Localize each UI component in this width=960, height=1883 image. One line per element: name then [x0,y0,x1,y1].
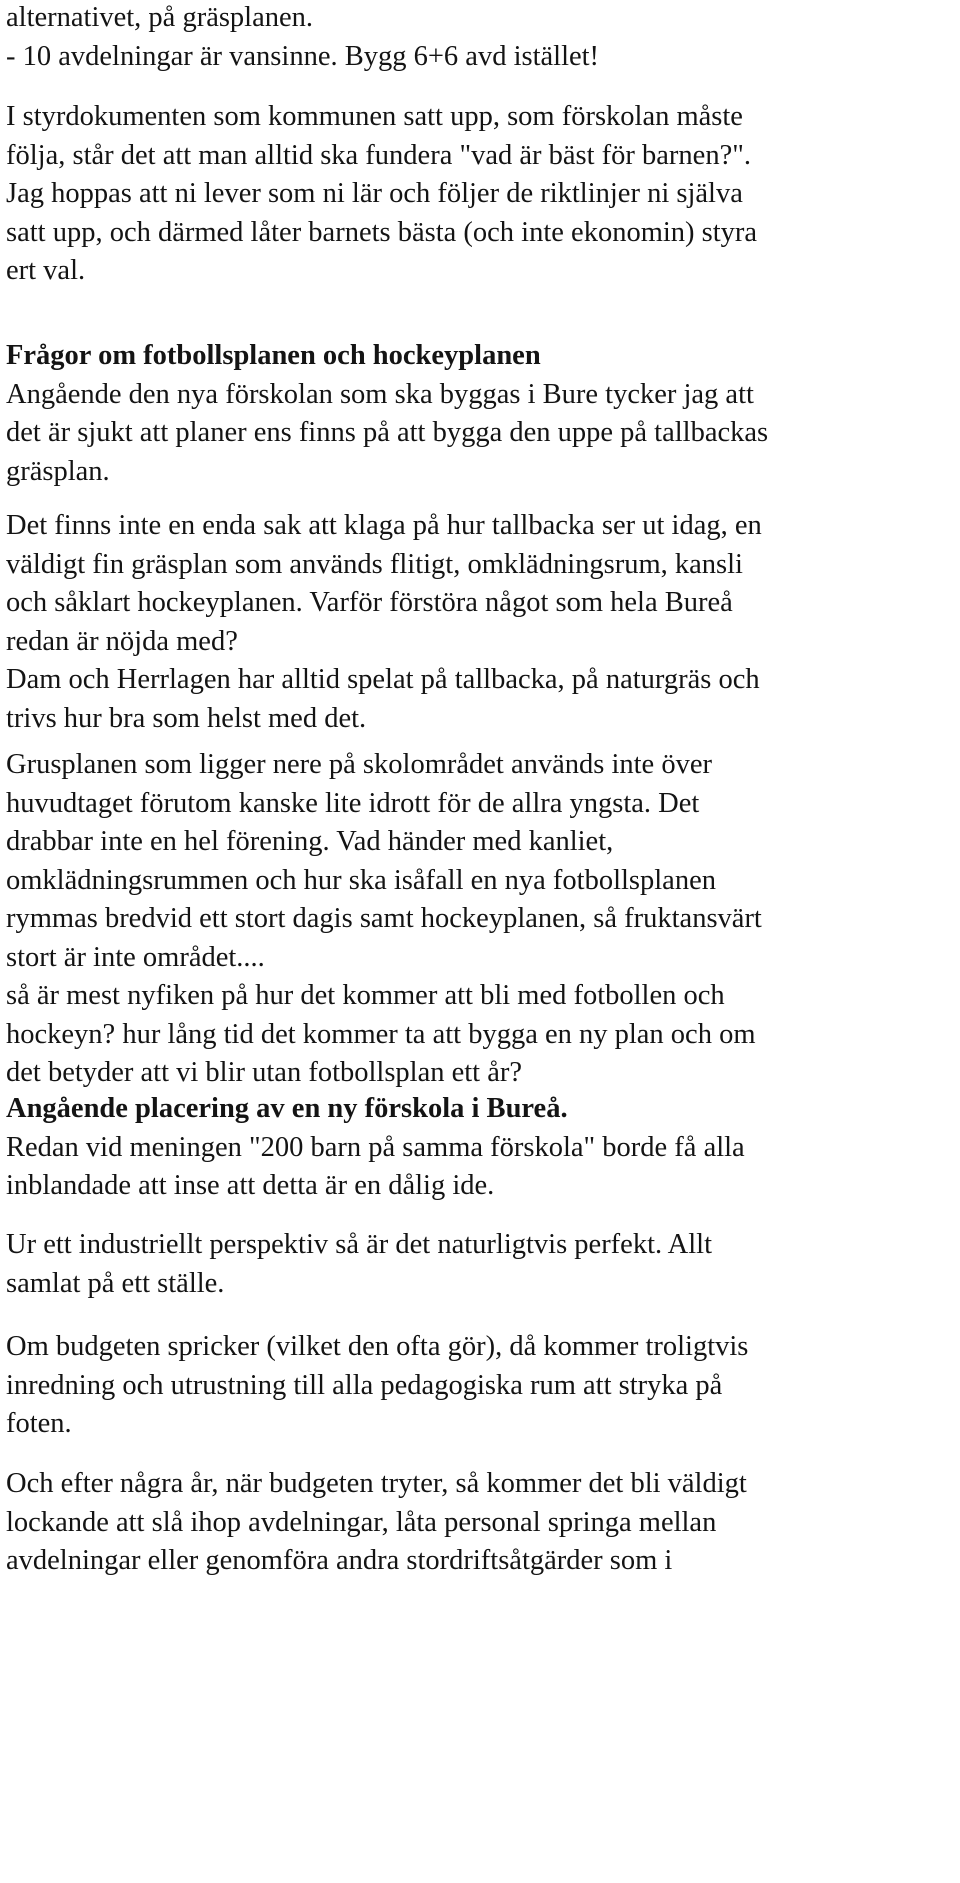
text-line: Ur ett industriellt perspektiv så är det naturligtvis perfekt. Allt [6,1229,713,1260]
text-line: rymmas bredvid ett stort dagis samt hockeyplanen, så fruktansvärt [6,903,762,934]
text-line: och såklart hockeyplanen. Varför förstöra något som hela Bureå [6,587,733,618]
text-line: alternativet, på gräsplanen. [6,2,314,33]
section-heading-placement: Angående placering av en ny förskola i Bureå. [6,1093,568,1124]
text-line: foten. [6,1408,72,1439]
intro-paragraph [6,0,956,76]
text-line: huvudtaget förutom kanske lite idrott för de allra yngsta. Det [6,787,700,819]
text-line: lockande att slå ihop avdelningar, låta personal springa mellan [6,1506,717,1538]
text-line: avdelningar eller genomföra andra stordriftsåtgärder som i [6,1545,673,1576]
text-line: det är sjukt att planer ens finns på att bygga den uppe på tallbackas [6,417,769,448]
text-line: Och efter några år, när budgeten tryter, så kommer det bli väldigt [6,1468,747,1499]
text-line: satt upp, och därmed låter barnets bästa (och inte ekonomin) styra [6,216,758,248]
placement-paragraph-3 [6,1328,956,1444]
text-line: trivs hur bra som helst med det. [6,702,367,734]
steering-paragraph [6,98,956,291]
text-line: följa, står det att man alltid ska fundera "vad är bäst för barnen?". [6,139,751,171]
text-line: Om budgeten spricker (vilket den ofta gör), då kommer troligtvis [6,1331,749,1362]
section-heading-football: Frågor om fotbollsplanen och hockeyplanen [6,340,541,371]
text-line: så är mest nyfiken på hur det kommer att bli med fotbollen och [6,980,725,1011]
text-line: väldigt fin gräsplan som används flitigt, omklädningsrum, kansli [6,548,743,580]
text-line: stort är inte området.... [6,941,265,973]
football-paragraph-3 [6,746,956,1093]
text-line: inblandade att inse att detta är en dålig ide. [6,1170,495,1201]
text-line: redan är nöjda med? [6,625,238,657]
text-line: Grusplanen som ligger nere på skolområdet används inte över [6,749,712,780]
text-line: inredning och utrustning till alla pedagogiska rum att stryka på [6,1369,723,1401]
text-line: Dam och Herrlagen har alltid spelat på tallbacka, på naturgräs och [6,664,760,695]
placement-paragraph-2 [6,1226,956,1303]
text-line: hockeyn? hur lång tid det kommer ta att bygga en ny plan och om [6,1018,756,1050]
text-line: det betyder att vi blir utan fotbollsplan ett år? [6,1057,523,1088]
text-line: Angående den nya förskolan som ska byggas i Bure tycker jag att [6,378,754,410]
text-line: - 10 avdelningar är vansinne. Bygg 6+6 avd istället! [6,40,600,72]
placement-paragraph-4 [6,1465,956,1581]
football-paragraph-2 [6,507,956,738]
text-line: samlat på ett ställe. [6,1267,225,1299]
text-line: drabbar inte en hel förening. Vad händer med kanliet, [6,826,614,857]
text-line: I styrdokumenten som kommunen satt upp, som förskolan måste [6,101,743,132]
text-line: Redan vid meningen "200 barn på samma förskola" borde få alla [6,1131,745,1163]
text-line: gräsplan. [6,455,110,487]
football-section-intro [6,337,956,491]
text-line: ert val. [6,255,86,286]
placement-section-intro [6,1090,956,1206]
text-line: Jag hoppas att ni lever som ni lär och följer de riktlinjer ni själva [6,178,743,209]
text-line: omklädningsrummen och hur ska isåfall en nya fotbollsplanen [6,864,716,896]
text-line: Det finns inte en enda sak att klaga på hur tallbacka ser ut idag, en [6,510,762,541]
